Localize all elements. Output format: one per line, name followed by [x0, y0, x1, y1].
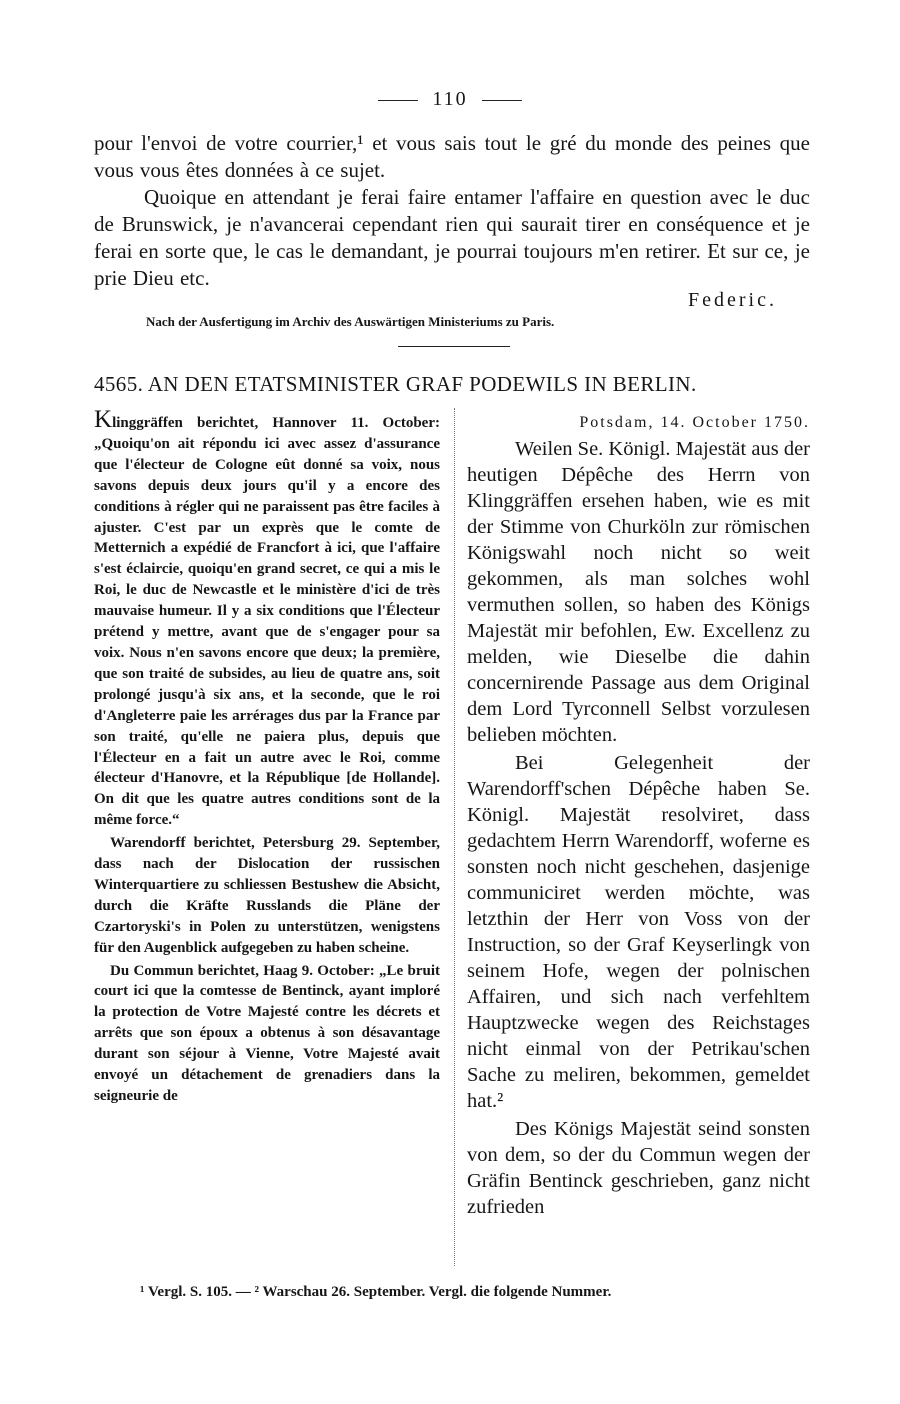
intro-paragraph-2: Quoique en attendant je ferai faire entamer l'affaire en question avec le duc de Brunswick, je n'avancerai cependant rien qui saurait tirer en conséquence et je ferai en sorte que, le cas le demandant, je pourrai toujours m'en retirer. Et sur ce, je prie Dieu etc. — [94, 185, 810, 290]
summary-paragraph-1-text: linggräffen berichtet, Hannover 11. October: „Quoiqu'on ait répondu ici avec assez d'assurance que l'électeur de Cologne eût donné sa voix, nous savons depuis deux jours qu'il y a encore des conditions à régler qui ne paraissent pas être faciles à ajuster. C'est par un exprès que le comte de Metternich a expédié de Francfort à ici, que l'affaire s'est éclaircie, quoiqu'en grand secret, ce qui a mis le Roi, le duc de Newcastle et le ministère d'ici de très mauvaise humeur. Il y a six conditions que l'Électeur prétend y mettre, avant que de s'engager pour sa voix. Nous n'en savons encore que deux; la première, que son traité de subsides, au lieu de quatre ans, soit prolongé jusqu'à six ans, et la seconde, que le roi d'Angleterre paie les arrérages dus par la France par son traité, qu'elle ne paiera plus, depuis que l'Électeur en a fait un autre avec le Roi, comme électeur d'Hanovre, et la République [de Hollande]. On dit que les quatre autres conditions sont de la même force.“ — [94, 415, 440, 829]
page-number — [0, 88, 900, 111]
intro-text — [94, 130, 810, 292]
letter-paragraph-1: Weilen Se. Königl. Majestät aus der heutigen Dépêche des Herrn von Klinggräffen ersehen haben, wie es mit der Stimme von Churköln zur römischen Königswahl noch nicht so weit gekommen, als man solches wohl vermuthen sollen, so haben des Königs Majestät mir befohlen, Ew. Excellenz zu melden, wie Dieselbe die dahin concernirende Passage aus dem Original dem Lord Tyrconnell Selbst vorzulesen belieben möchten. — [467, 438, 810, 746]
summary-paragraph-1 — [94, 406, 440, 831]
summary-column — [94, 406, 440, 1109]
footnotes: ¹ Vergl. S. 105. — ² Warschau 26. September. Vergl. die folgende Nummer. — [140, 1284, 612, 1300]
column-divider — [454, 408, 455, 1266]
page-number-rule-left — [378, 100, 418, 101]
page-number-text: 110 — [432, 88, 468, 110]
summary-paragraph-2: Warendorff berichtet, Petersburg 29. September, dass nach der Dislocation der russischen Winterquartiere zu schliessen Bestushew die Absicht, durch die Kräfte Russlands die Pläne der Czartoryski's in Polen zu unterstützen, wenigstens für den Augenblick aufgegeben zu haben scheine. — [94, 835, 440, 956]
page-number-rule-right — [482, 100, 522, 101]
letter-paragraph-3: Des Königs Majestät seind sonsten von dem, so der du Commun wegen der Gräfin Bentinck geschrieben, ganz nicht zufrieden — [467, 1118, 810, 1218]
drop-cap: K — [94, 406, 113, 433]
summary-paragraph-3: Du Commun berichtet, Haag 9. October: „Le bruit court ici que la comtesse de Bentinck, ayant imploré la protection de Votre Majesté contre les décrets et arrêts que son époux a obtenus à son désavantage durant son séjour à Vienne, Votre Majesté avait envoyé un détachement de grenadiers dans la seigneurie de — [94, 962, 440, 1104]
intro-paragraph-1: pour l'envoi de votre courrier,¹ et vous sais tout le gré du monde des peines que vous vous êtes données à ce sujet. — [94, 131, 810, 182]
section-divider — [398, 346, 510, 347]
letter-paragraph-2: Bei Gelegenheit der Warendorff'schen Dépêche haben Se. Königl. Majestät resolviret, dass gedachtem Herrn Warendorff, woferne es sonsten noch nicht geschehen, dasjenige communiciret werden möchte, was letzthin der Herr von Voss von der Instruction, so der Graf Keyserlingk von seinem Hofe, wegen der polnischen Affairen, und sich nach verfehltem Hauptzwecke wegen des Reichstages nicht einmal von der Petrikau'schen Sache zu meliren, bekommen, gemeldet hat.² — [467, 752, 810, 1112]
document-heading: 4565. AN DEN ETATSMINISTER GRAF PODEWILS IN BERLIN. — [94, 372, 697, 396]
letter-dateline: Potsdam, 14. October 1750. — [579, 414, 810, 431]
signature: Federic. — [688, 289, 777, 311]
archive-note: Nach der Ausfertigung im Archiv des Auswärtigen Ministeriums zu Paris. — [146, 314, 555, 329]
letter-column — [467, 410, 810, 1222]
